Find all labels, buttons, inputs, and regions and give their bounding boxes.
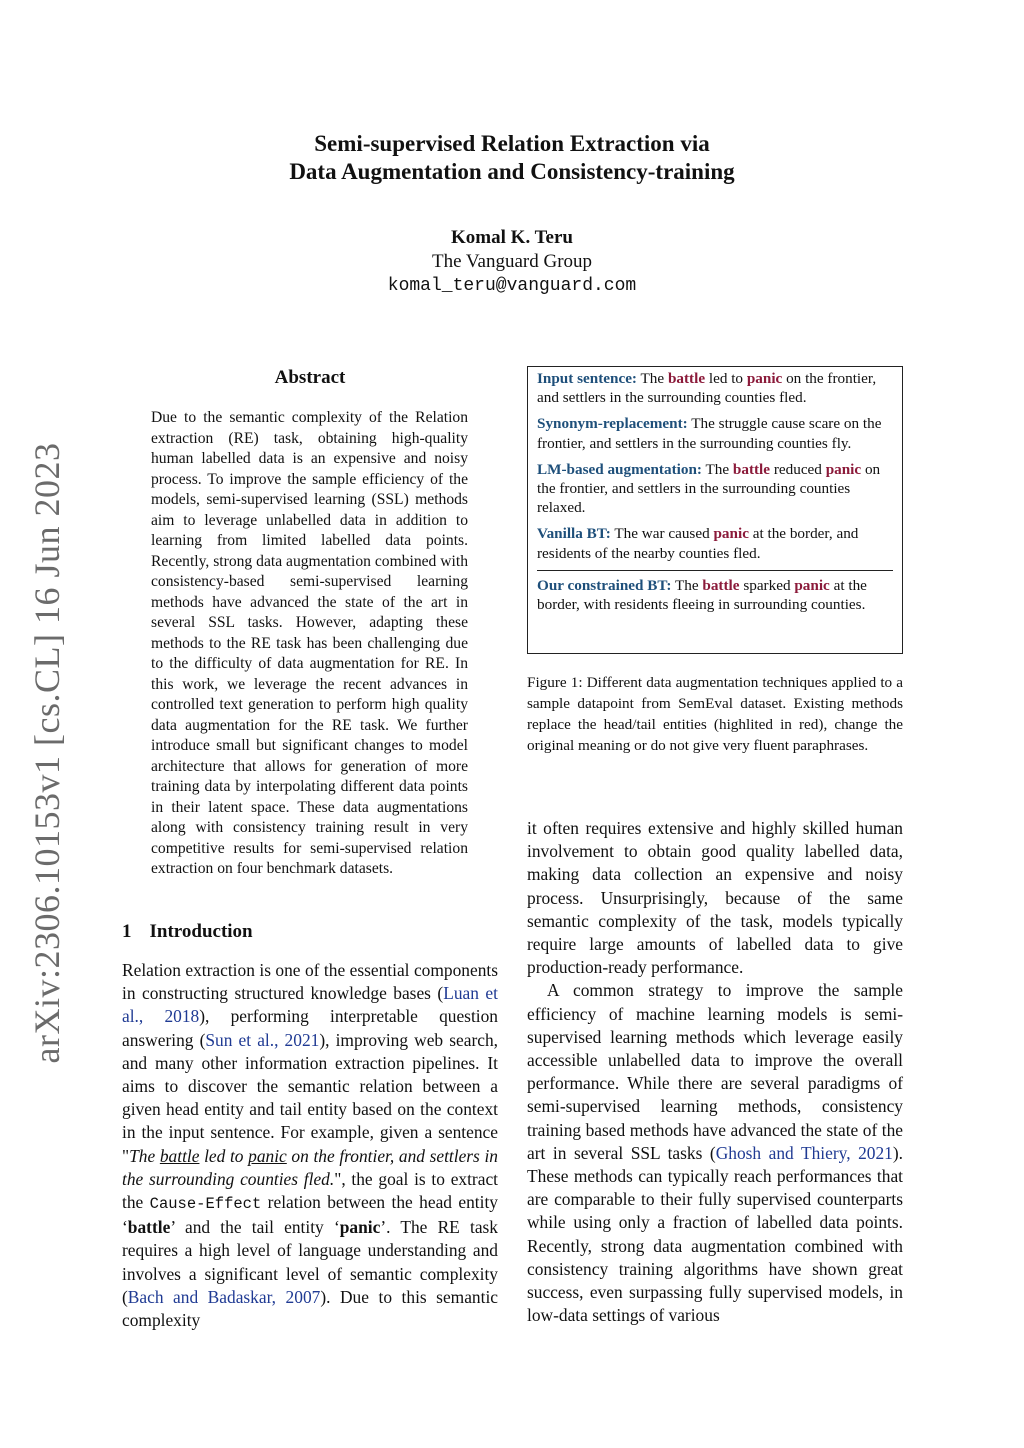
citation-link[interactable]: Ghosh and Thiery, 2021 [715,1142,893,1163]
figure-label-input: Input sentence: [537,370,637,387]
body-text: ", the goal is to extract the [122,1168,498,1213]
title-line-2: Data Augmentation and Consistency-training [289,159,735,184]
figure-text: The [671,576,703,594]
figure-text: The struggle cause scare on the frontier, and settlers in the surrounding counties fly. [537,415,882,452]
body-text: ’. The RE task requires a high level of language understanding and involves a significant level of semantic complexity ( [122,1217,498,1307]
body-text: The [129,1145,160,1166]
figure-text: at the border, and residents of the nearby counties fled. [537,525,859,562]
entity-panic: panic [794,576,830,594]
figure-text: at the border, with residents fleeing in surrounding counties. [537,576,867,614]
figure-text: on the frontier, and settlers in the surrounding counties relaxed. [537,460,881,517]
body-text: A common strategy to improve the sample efficiency of machine learning models is semi-supervised learning methods which leverage easily accessible unlabelled data to improve the overall performance. While there are several paradigms of semi-supervised learning methods, consistency training based methods have advanced the state of the art in several SSL tasks ( [527,980,903,1163]
figure-divider [537,570,893,571]
abstract-heading: Abstract [274,367,346,388]
figure-text: on the frontier, and settlers in the surrounding counties fled. [537,370,877,407]
arxiv-stamp-text: arXiv:2306.10153v1 [cs.CL] 16 Jun 2023 [27,442,67,1064]
figure-text: sparked [739,576,795,594]
intro-paragraph-3 [527,979,903,1327]
body-text: ). Due to this semantic complexity [122,1286,498,1331]
right-column-text [527,817,903,1327]
section-number: 1 [122,921,132,942]
body-text: on the frontier, and settlers in the surrounding counties fled. [122,1145,498,1189]
entity-panic: panic [713,525,749,543]
body-text: led to [199,1145,249,1166]
body-text: Relation extraction is one of the essential components in constructing structured knowledge bases ( [122,960,498,1004]
citation-link[interactable]: Luan et al., 2018 [122,983,498,1027]
figure-entry-lm [537,460,893,518]
entity-battle: battle [702,576,740,594]
tail-entity: panic [339,1217,381,1238]
figure-text: The [701,460,733,478]
example-head-entity: battle [159,1145,200,1166]
figure-text: The war caused [610,525,714,543]
figure-entry-ours [537,576,893,614]
body-text: relation between the head entity ‘ [122,1192,498,1238]
body-text: ), performing interpretable question answering ( [122,1006,499,1050]
intro-paragraph-2: it often requires extensive and highly skilled human involvement to obtain good quality labelled data, making data collection an expensive and noisy process. Unsurprisingly, because of the same semantic complexity of the task, models typically require large amounts of labelled data to give production-ready performance. [527,818,903,978]
figure-1-caption: Figure 1: Different data augmentation techniques applied to a sample datapoint from SemEval dataset. Existing methods replace the head/tail entities (highlited in red), change the original meaning or do not give very fluent paraphrases. [527,674,903,754]
entity-panic: panic [825,460,862,478]
figure-label-vanilla: Vanilla BT: [537,525,611,543]
figure-entry-synonym [537,414,893,452]
head-entity: battle [127,1217,171,1238]
abstract-body: Due to the semantic complexity of the Relation extraction (RE) task, obtaining high-quality human labelled data is an expensive and noisy process. To improve the sample efficiency of the models, semi-supervised learning (SSL) methods aim to leverage unlabelled data in addition to learning from limited labelled data points. Recently, strong data augmentation combined with consistency-based semi-supervised learning methods have advanced the state of the art in several SSL tasks. However, adapting these methods to the RE task has been challenging due to the difficulty of data augmentation for RE. In this work, we leverage the recent advances in controlled text generation to perform high quality data augmentation for the RE task. We further introduce small but significant changes to model architecture that allows for generation of more training data by interpolating different data points in their latent space. These data augmentations along with consistency training result in very competitive results for semi-supervised relation extraction on four benchmark datasets. [151,409,468,877]
section-heading-introduction [122,921,253,943]
body-text: ). These methods can typically reach performances that are comparable to their fully supervised counterparts while using only a fraction of labelled data points. Recently, strong data augmentation combined with consistency training algorithms have shown great success, even surpassing fully supervised models, in low-data settings of various [527,1142,903,1326]
author-email: komal_teru@vanguard.com [387,276,637,296]
figure-text: The [637,370,668,387]
relation-label: Cause-Effect [149,1195,262,1214]
figure-label-lm: LM-based augmentation: [537,460,702,478]
author-name: Komal K. Teru [451,227,573,248]
body-text: ’ and the tail entity ‘ [170,1217,340,1238]
body-text: ), improving web search, and many other information extraction pipelines. It aims to discover the semantic relation between a given head entity and tail entity based on the context in the input sentence. For example, given a sentence " [122,1029,498,1166]
figure-entry-vanilla [537,524,893,562]
arxiv-stamp [22,442,72,1064]
figure-label-synonym: Synonym-replacement: [537,415,688,433]
entity-panic: panic [746,370,783,387]
figure-text: led to [705,370,747,387]
paper-title [0,130,1024,186]
title-line-1: Semi-supervised Relation Extraction via [314,131,710,156]
author-block [0,226,1024,298]
entity-battle: battle [667,370,706,387]
citation-link[interactable]: Sun et al., 2021 [205,1029,320,1050]
entity-battle: battle [732,460,771,478]
figure-entry-input [537,369,893,407]
figure-1-box [527,366,903,654]
author-affiliation: The Vanguard Group [431,251,593,272]
figure-text: reduced [770,460,826,478]
citation-link[interactable]: Bach and Badaskar, 2007 [127,1286,321,1307]
figure-label-ours: Our constrained BT: [537,576,672,594]
intro-paragraph-1 [122,959,498,1332]
example-tail-entity: panic [248,1145,287,1166]
section-title: Introduction [149,921,253,942]
